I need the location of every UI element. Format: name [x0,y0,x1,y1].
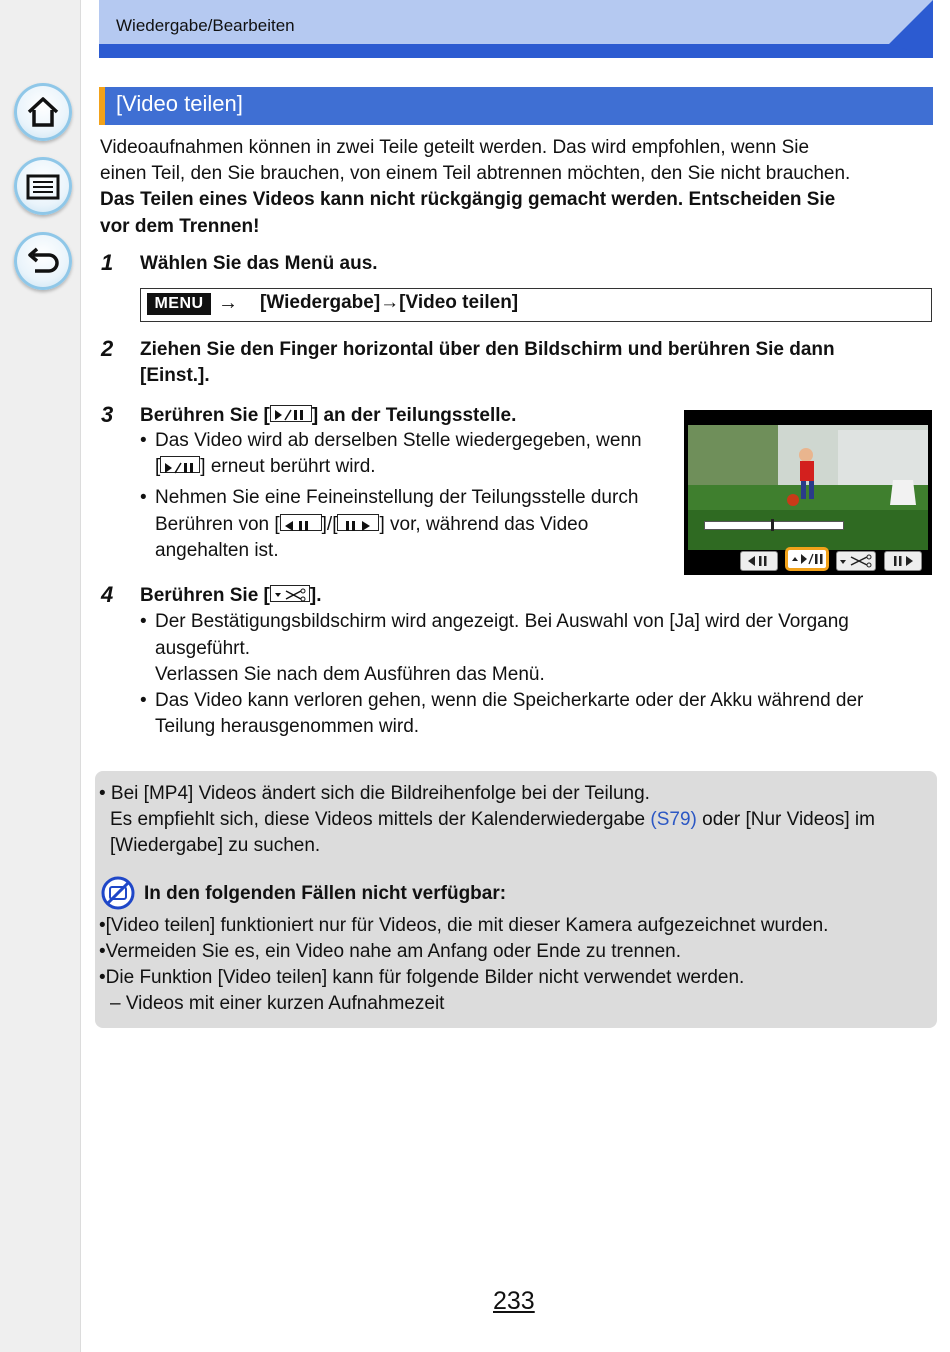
back-icon [23,241,63,281]
not-available-item-3-sub: – Videos mit einer kurzen Aufnahmezeit [110,993,445,1014]
step-2-line-1: Ziehen Sie den Finger horizontal über den Bildschirm und berühren Sie dann [140,339,835,360]
home-button[interactable] [14,83,72,141]
video-frame-photo [688,425,928,550]
warning-line-1: Das Teilen eines Videos kann nicht rückgängig gemacht werden. Entscheiden Sie [100,189,836,210]
step-3-bullet-2-line-3: angehalten ist. [155,540,279,561]
not-available-item-3: •Die Funktion [Video teilen] kann für folgende Bilder nicht verwendet werden. [99,967,745,988]
menu-icon: MENU [147,293,211,315]
not-available-icon [101,876,135,910]
step-3-text [140,405,516,427]
menu-path: [Wiedergabe]→[Video teilen] [260,292,519,313]
back-button[interactable] [14,232,72,290]
step-3-bullet-2-line-2: Berühren von [ ]/[ ] vor, während das Video [155,514,589,535]
scissors-divide-icon [270,585,310,602]
step-4-bullet-1-line-2: ausgeführt. [155,638,251,659]
step-1-number: 1 [101,250,114,275]
note-line-2: Es empfiehlt sich, diese Videos mittels der Kalenderwiedergabe (S79) oder [Nur Videos] im [110,809,875,830]
step-4-bullet-2: • Das Video kann verloren gehen, wenn die Speicherkarte oder der Akku während der [140,690,864,711]
intro-line-1: Videoaufnahmen können in zwei Teile geteilt werden. Das wird empfohlen, wenn Sie [100,137,810,158]
not-available-title: In den folgenden Fällen nicht verfügbar: [144,883,507,904]
screen-frame-forward-button[interactable] [884,551,922,571]
step-3-bullet-2: • Nehmen Sie eine Feineinstellung der Teilungsstelle durch [140,487,639,508]
step-4-bullet-1-line-3: Verlassen Sie nach dem Ausführen das Menü. [155,664,545,685]
not-available-item-1: •[Video teilen] funktioniert nur für Videos, die mit dieser Kamera aufgezeichnet wurden. [99,915,829,936]
frame-forward-icon [337,514,379,531]
step-1-text: Wählen Sie das Menü aus. [140,253,378,274]
intro-line-2: einen Teil, den Sie brauchen, von einem Teil abtrennen möchten, den Sie nicht brauchen. [100,163,851,184]
play-pause-icon [270,405,312,422]
step-3-number: 3 [101,402,114,427]
camera-screen-illustration [684,410,932,575]
step-3-bullet-1-line-2: [ ] erneut berührt wird. [155,456,376,477]
step-3-post: ] an der Teilungsstelle. [311,405,517,426]
home-icon [23,92,63,132]
screen-frame-back-button[interactable] [740,551,778,571]
step-4-text: Berühren Sie [ ]. [140,585,322,606]
timeline-bar[interactable] [704,521,844,530]
screen-divide-button[interactable] [836,551,876,571]
step-3-bullet-1: • Das Video wird ab derselben Stelle wiedergegeben, wenn [140,430,642,451]
note-line-1: • Bei [MP4] Videos ändert sich die Bildreihenfolge bei der Teilung. [99,783,650,804]
page-number: 233 [493,1287,535,1315]
screen-play-pause-button[interactable] [785,547,829,571]
step-2-number: 2 [101,336,114,361]
not-available-item-2: •Vermeiden Sie es, ein Video nahe am Anfang oder Ende zu trennen. [99,941,681,962]
warning-line-2: vor dem Trennen! [100,216,260,237]
menu-arrow: → [218,292,238,314]
list-menu-icon [23,166,63,206]
section-title: [Video teilen] [116,91,243,116]
menu-path-box [140,288,932,322]
step-2-line-2: [Einst.]. [140,365,210,386]
page-link-s79[interactable]: (S79) [650,809,697,830]
step-3-pre: Berühren Sie [ [140,405,270,426]
step-4-bullet-1: • Der Bestätigungsbildschirm wird angezeigt. Bei Auswahl von [Ja] wird der Vorgang [140,611,849,632]
frame-back-icon [280,514,322,531]
note-line-3: [Wiedergabe] zu suchen. [110,835,321,856]
step-4-bullet-2-line-2: Teilung herausgenommen wird. [155,716,420,737]
header-title: Wiedergabe/Bearbeiten [116,16,295,35]
play-pause-icon [160,456,200,473]
menu-list-button[interactable] [14,157,72,215]
step-4-number: 4 [101,582,114,607]
timeline-cursor[interactable] [771,519,774,531]
